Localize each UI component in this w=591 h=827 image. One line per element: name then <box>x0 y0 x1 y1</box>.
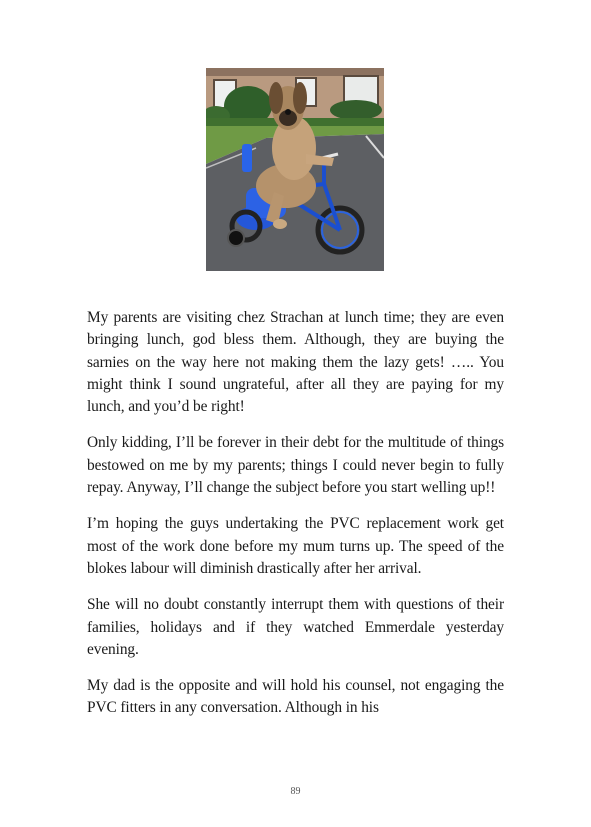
paragraph-5: My dad is the opposite and will hold his counsel, not engaging the PVC fitters in any conversation. Although in his <box>87 677 504 717</box>
paragraph-1: My parents are visiting chez Strachan at lunch time; they are even bringing lunch, god bless them. Although, they are buying the sarnies on the way here not making them the lazy gets! ….. You might think I sound ungrateful, after all they are paying for my lunch, and you’d be right! <box>87 309 504 416</box>
body-text <box>87 307 504 734</box>
paragraph-4: She will no doubt constantly interrupt them with questions of their families, holidays and if they watched Emmerdale yesterday evening. <box>87 596 504 658</box>
paragraph-3: I’m hoping the guys undertaking the PVC replacement work get most of the work done before my mum turns up. The speed of the blokes labour will diminish drastically after her arrival. <box>87 515 504 577</box>
dog-on-bicycle-photo <box>206 68 384 271</box>
paragraph-2: Only kidding, I’ll be forever in their debt for the multitude of things bestowed on me by my parents; things I could never begin to fully repay. Anyway, I’ll change the subject before you start welling up!! <box>87 434 504 497</box>
page-number: 89 <box>290 786 301 797</box>
